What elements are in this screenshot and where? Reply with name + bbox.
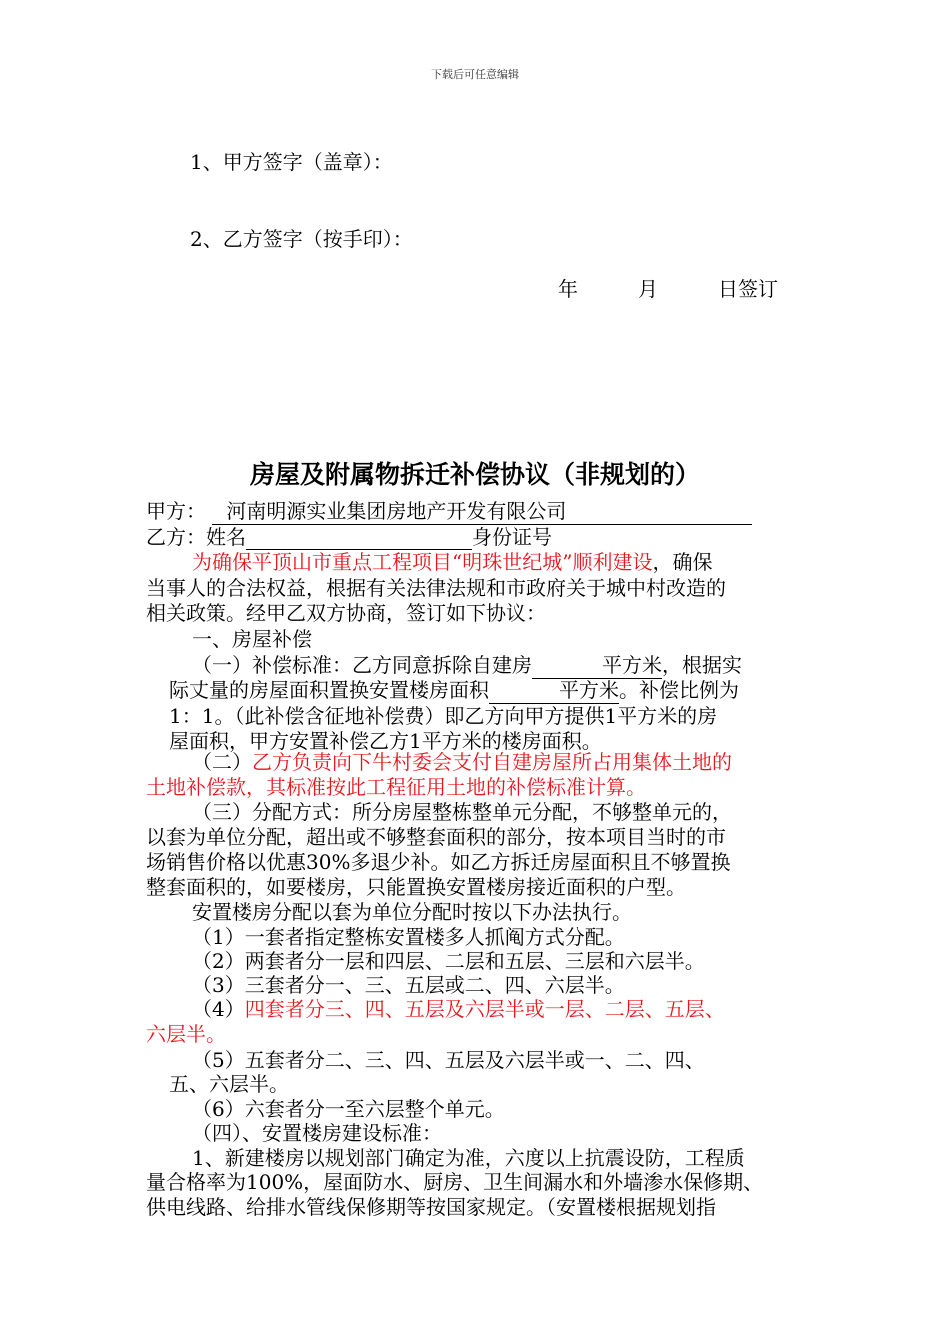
party-b-label: 乙方：姓名	[146, 525, 246, 549]
allocation-rule-4-line-1	[192, 996, 725, 1022]
section-construction-standard: （四）、安置楼房建设标准：	[192, 1121, 442, 1145]
allocation-rule-4-line-2: 六层半。	[146, 1022, 226, 1046]
compensation-standard-line-3: 1：1。（此补偿含征地补偿费）即乙方向甲方提供1平方米的房	[169, 704, 718, 728]
allocation-method-line-3: 场销售价格以优惠30%多退少补。如乙方拆迁房屋面积且不够置换	[146, 850, 731, 874]
allocation-method-line-4: 整套面积的，如要楼房，只能置换安置楼房接近面积的户型。	[146, 875, 686, 899]
allocation-rule-1: （1）一套者指定整栋安置楼多人抓阄方式分配。	[192, 925, 625, 949]
intro-line-1	[192, 549, 712, 575]
allocation-rule-4-prefix: （4）	[192, 997, 245, 1021]
self-built-area-blank: 平方米	[532, 652, 662, 679]
allocation-rule-3: （3）三套者分一、三、五层或二、四、六层半。	[192, 973, 625, 997]
allocation-rule-4-red: 四套者分三、四、五层及六层半或一层、二层、五层、	[244, 997, 725, 1021]
party-a-row	[146, 498, 752, 525]
page-header: 下载后可任意编辑	[431, 68, 519, 81]
standard-text-c: ，根据实	[662, 653, 742, 677]
allocation-method-line-1: （三）分配方式：所分房屋整栋整单元分配，不够整单元的，	[192, 800, 732, 824]
allocation-rule-2: （2）两套者分一层和四层、二层和五层、三层和六层半。	[192, 949, 705, 973]
land-compensation-red-1: 乙方负责向下牛村委会支付自建房屋所占用集体土地的	[252, 750, 732, 774]
intro-red-text: 为确保平顶山市重点工程项目“明珠世纪城”顺利建设	[192, 550, 653, 574]
land-compensation-prefix: （二）	[192, 750, 252, 774]
allocation-rule-6: （6）六套者分一至六层整个单元。	[192, 1097, 505, 1121]
allocation-method-line-2: 以套为单位分配，超出或不够整套面积的部分，按本项目当时的市	[146, 825, 726, 849]
intro-rest: ，确保	[652, 550, 713, 574]
construction-standard-line-3: 供电线路、给排水管线保修期等按国家规定。（安置楼根据规划指	[146, 1195, 716, 1219]
sign-year: 年	[558, 277, 578, 301]
party-b-id-label: 身份证号	[472, 525, 552, 549]
sign-day: 日签订	[718, 277, 778, 301]
allocation-intro: 安置楼房分配以套为单位分配时按以下办法执行。	[192, 900, 632, 924]
party-a-name: 河南明源实业集团房地产开发有限公司	[212, 498, 752, 525]
allocation-rule-5-line-2: 五、六层半。	[169, 1072, 289, 1096]
sign-month: 月	[638, 277, 658, 301]
standard-text-d: 际丈量的房屋面积置换安置楼房面积	[169, 678, 489, 702]
resettlement-area-blank: 平方米	[489, 677, 619, 704]
section-housing-compensation: 一、房屋补偿	[192, 627, 312, 651]
party-a-label: 甲方：	[146, 499, 206, 523]
construction-standard-line-1: 1、新建楼房以规划部门确定为准，六度以上抗震设防，工程质	[192, 1146, 745, 1170]
document-title: 房屋及附属物拆迁补偿协议（非规划的）	[249, 460, 700, 489]
standard-text-e: 。补偿比例为	[619, 678, 739, 702]
intro-line-2: 当事人的合法权益，根据有关法律法规和市政府关于城中村改造的	[146, 576, 726, 600]
compensation-standard-line-2	[169, 677, 739, 704]
intro-line-3: 相关政策。经甲乙双方协商，签订如下协议：	[146, 601, 546, 625]
land-compensation-line-2: 土地补偿款，其标准按此工程征用土地的补偿标准计算。	[146, 775, 646, 799]
party-b-name-blank	[246, 529, 472, 550]
party-a-signature-line: 1、甲方签字（盖章）：	[190, 150, 393, 174]
construction-standard-line-2: 量合格率为100%，屋面防水、厨房、卫生间漏水和外墙渗水保修期、	[146, 1170, 764, 1194]
land-compensation-line-1	[192, 749, 732, 775]
party-b-signature-line: 2、乙方签字（按手印）：	[190, 227, 413, 251]
compensation-standard-line-4: 屋面积，甲方安置补偿乙方1平方米的楼房面积。	[169, 729, 602, 753]
compensation-standard-line-1	[192, 652, 742, 679]
party-b-row	[146, 524, 552, 550]
allocation-rule-5-line-1: （5）五套者分二、三、四、五层及六层半或一、二、四、	[192, 1048, 705, 1072]
standard-text-a: （一）补偿标准：乙方同意拆除自建房	[192, 653, 532, 677]
